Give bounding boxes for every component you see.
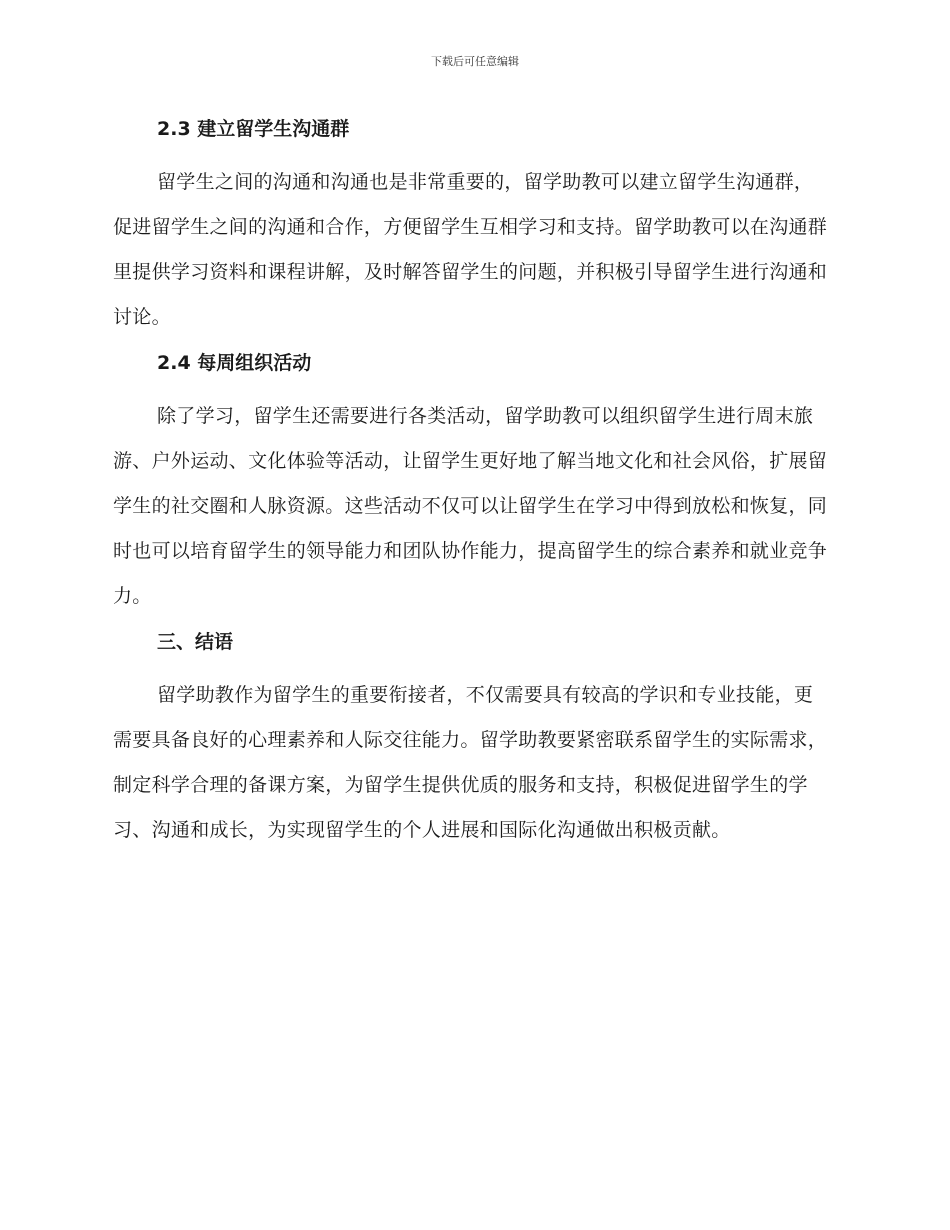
section-heading: 2.3 建立留学生沟通群	[157, 118, 350, 140]
section-paragraph: 除了学习，留学生还需要进行各类活动，留学助教可以组织留学生进行周末旅游、户外运动、文化体验等活动，让留学生更好地了解当地文化和社会风俗，扩展留学生的社交圈和人脉资源。这些活动不仅可以让留学生在学习中得到放松和恢复，同时也可以培育留学生的领导能力和团队协作能力，提高留学生的综合素养和就业竞争力。	[113, 405, 828, 607]
document-body	[113, 112, 831, 859]
section-2-3	[113, 112, 831, 340]
section-2-4	[113, 346, 831, 619]
section-conclusion	[113, 625, 831, 853]
page-header-note: 下载后可任意编辑	[431, 55, 519, 68]
section-paragraph: 留学生之间的沟通和沟通也是非常重要的，留学助教可以建立留学生沟通群，促进留学生之间的沟通和合作，方便留学生互相学习和支持。留学助教可以在沟通群里提供学习资料和课程讲解，及时解答留学生的问题，并积极引导留学生进行沟通和讨论。	[113, 171, 828, 328]
section-heading: 2.4 每周组织活动	[157, 352, 312, 374]
section-heading: 三、结语	[157, 631, 234, 653]
section-paragraph: 留学助教作为留学生的重要衔接者，不仅需要具有较高的学识和专业技能，更需要具备良好的心理素养和人际交往能力。留学助教要紧密联系留学生的实际需求，制定科学合理的备课方案，为留学生提供优质的服务和支持，积极促进留学生的学习、沟通和成长，为实现留学生的个人进展和国际化沟通做出积极贡献。	[113, 684, 828, 841]
